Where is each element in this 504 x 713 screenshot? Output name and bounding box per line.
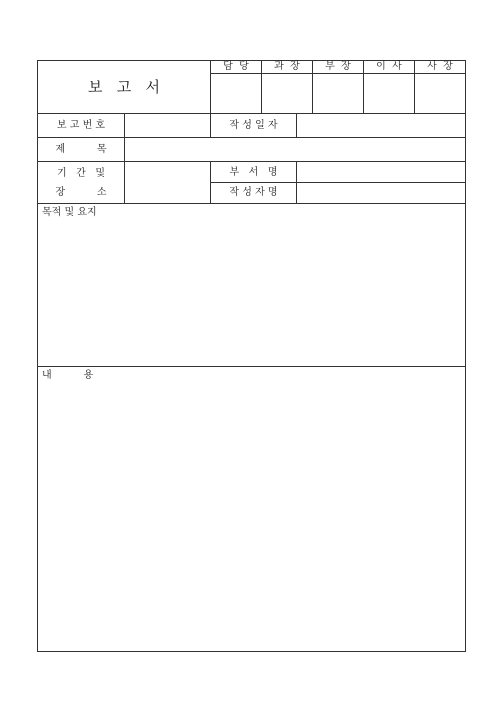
content-label: 내 용 [42, 370, 94, 381]
approval-signature-department-head[interactable] [313, 74, 363, 113]
department-field[interactable] [302, 167, 462, 179]
approval-label-section-chief: 과 장 [274, 61, 300, 72]
divider [38, 113, 465, 114]
approval-label-department-head: 부 장 [325, 61, 351, 72]
period-place-label-line2: 장 소 [55, 187, 107, 198]
approval-label-manager: 담 당 [223, 61, 249, 72]
approval-signature-manager[interactable] [211, 74, 261, 113]
period-place-field[interactable] [130, 176, 208, 188]
document-title: 보 고 서 [87, 78, 161, 96]
divider [38, 137, 465, 138]
report-number-field[interactable] [130, 120, 208, 132]
divider [38, 366, 465, 367]
subject-label: 제 목 [55, 144, 107, 155]
date-label: 작 성 일 자 [229, 120, 278, 131]
period-place-label-line1: 기 간 및 [56, 168, 106, 179]
divider [38, 203, 465, 204]
divider [210, 182, 465, 183]
approval-signature-president[interactable] [415, 74, 465, 113]
date-field[interactable] [302, 120, 462, 132]
divider [296, 113, 297, 137]
author-field[interactable] [302, 187, 462, 199]
report-form [37, 60, 466, 652]
divider [124, 161, 125, 203]
approval-label-director: 이 사 [376, 61, 402, 72]
purpose-label: 목적 및 요지 [42, 207, 97, 218]
department-label: 부 서 명 [229, 167, 278, 178]
approval-signature-director[interactable] [364, 74, 414, 113]
divider [38, 161, 465, 162]
divider [124, 113, 125, 137]
purpose-textarea[interactable] [42, 223, 460, 363]
author-label: 작 성 자 명 [229, 187, 278, 198]
subject-field[interactable] [130, 144, 460, 156]
approval-label-president: 사 장 [427, 61, 453, 72]
content-textarea[interactable] [42, 386, 460, 646]
divider [124, 137, 125, 161]
report-number-label: 보 고 번 호 [56, 120, 106, 131]
approval-signature-section-chief[interactable] [262, 74, 312, 113]
